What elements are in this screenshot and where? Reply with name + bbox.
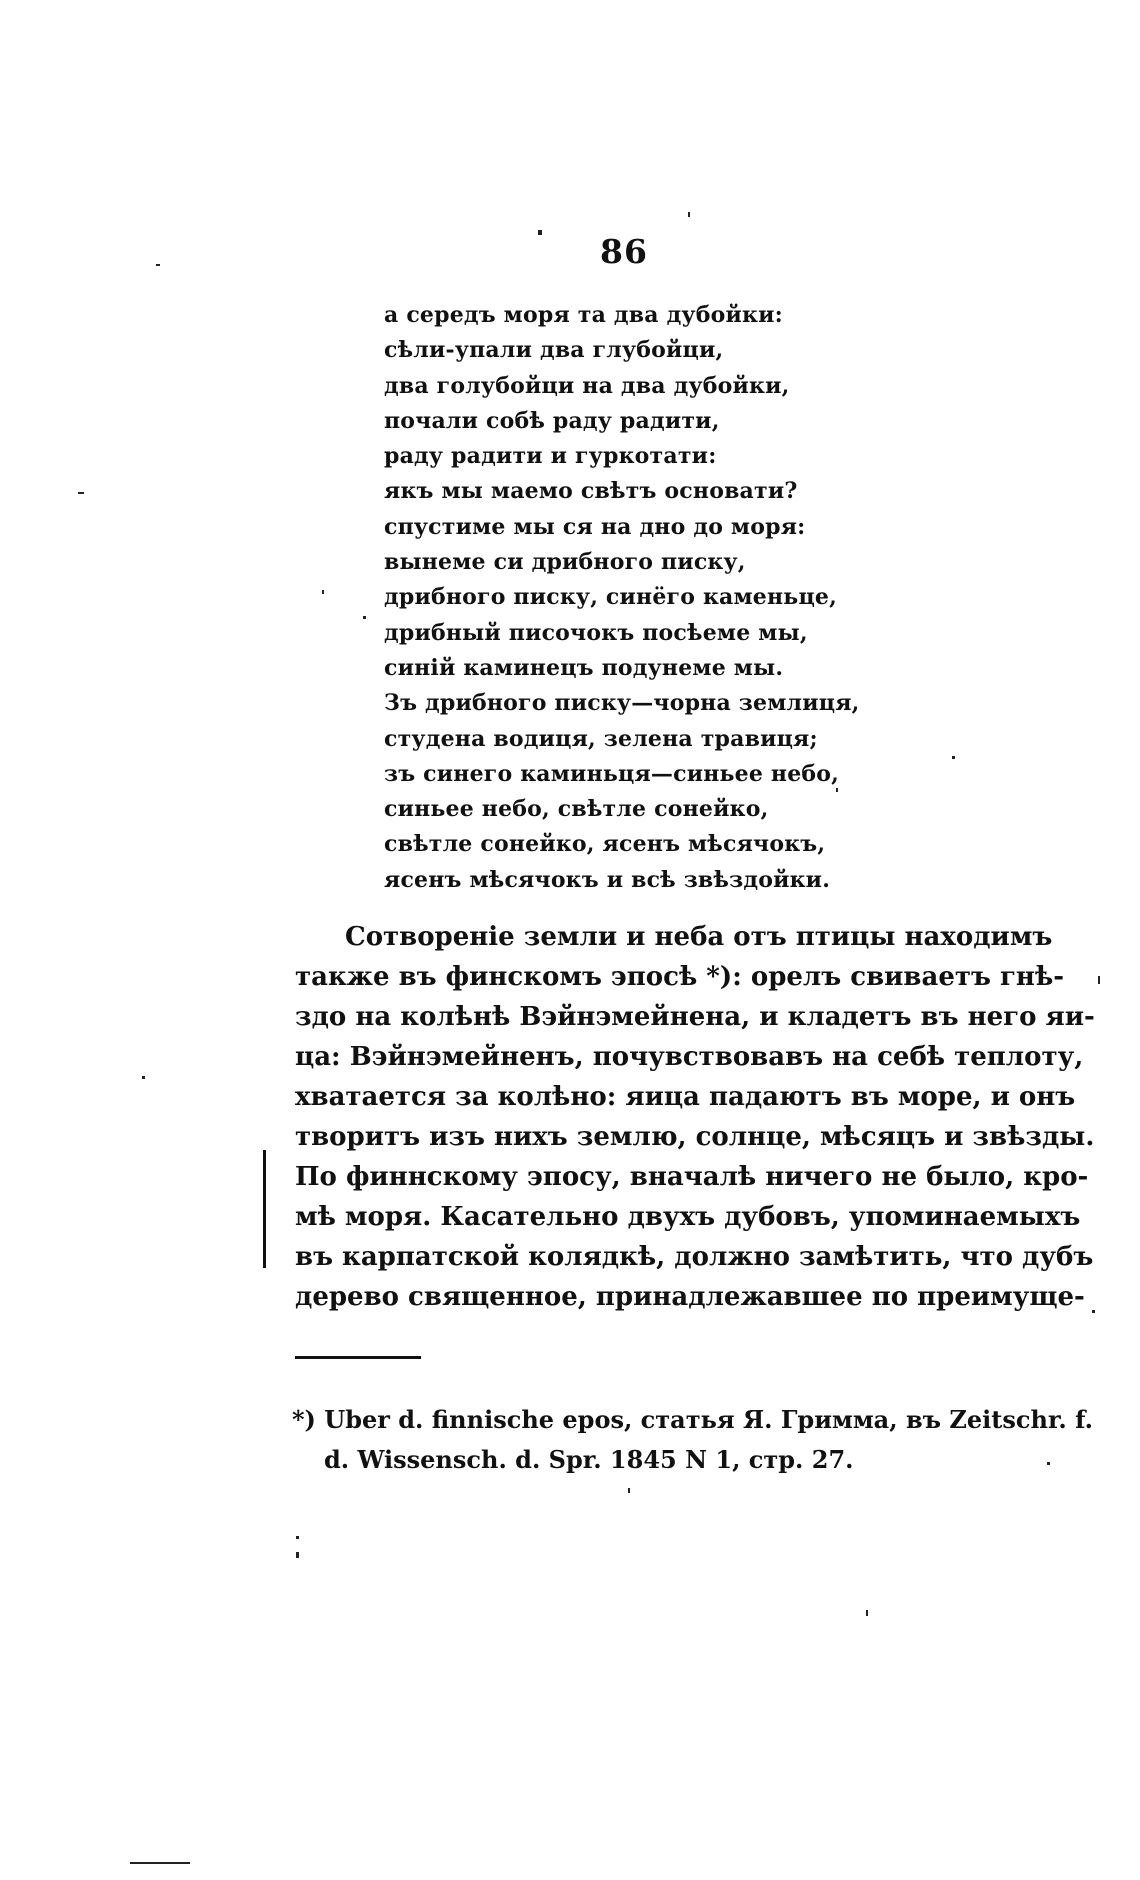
verse-block <box>384 298 884 898</box>
scan-speck <box>1092 1310 1095 1313</box>
scan-speck <box>1098 976 1100 984</box>
verse-line: ясенъ мѣсячокъ и всѣ звѣздойки. <box>384 866 831 893</box>
verse-line: спустиме мы ся на дно до моря: <box>384 513 806 540</box>
scan-speck <box>952 756 955 759</box>
scan-speck <box>156 264 160 266</box>
paragraph-line: Сотвореніе земли и неба отъ птицы находимъ <box>345 922 1053 952</box>
scan-speck <box>296 1552 299 1558</box>
footnote-divider <box>295 1356 421 1359</box>
verse-line: студена водиця, зелена травиця; <box>384 725 818 752</box>
footnote <box>292 1400 1093 1480</box>
verse-line: дрибный писочокъ посѣеме мы, <box>384 619 808 646</box>
paragraph-line: хватается за колѣно: яица падаютъ въ море, и онъ <box>295 1082 1076 1112</box>
paragraph-line: здо на колѣнѣ Вэйнэмейнена, и кладетъ въ него яи- <box>295 1002 1095 1032</box>
verse-line: свѣтле сонейко, ясенъ мѣсячокъ, <box>384 831 826 858</box>
verse-line: раду радити и гуркотати: <box>384 443 717 470</box>
footnote-line: *) Uber d. finnische epos, статья Я. Гримма, въ Zeitschr. f. <box>292 1405 1093 1434</box>
scan-speck <box>130 1862 190 1864</box>
scan-speck <box>296 1536 299 1539</box>
scan-speck <box>78 492 84 494</box>
verse-line: почали собѣ раду радити, <box>384 407 720 434</box>
paragraph-line: дерево священное, принадлежавшее по преимуще- <box>295 1282 1085 1312</box>
scan-speck <box>322 590 324 594</box>
verse-line: зъ синего каминьця—синьее небо, <box>384 760 840 787</box>
scan-speck <box>688 212 690 217</box>
paragraph-line: По финнскому эпосу, вначалѣ ничего не было, кро- <box>295 1162 1089 1192</box>
scan-speck <box>836 788 838 792</box>
paragraph-line: также въ финскомъ эпосѣ *): орелъ свиваетъ гнѣ- <box>295 962 1065 992</box>
verse-line: два голубойци на два дубойки, <box>384 372 790 399</box>
scan-speck <box>142 1076 145 1079</box>
paragraph-line: ца: Вэйнэмейненъ, почувствовавъ на себѣ теплоту, <box>295 1042 1084 1072</box>
margin-pencil-mark <box>263 1150 266 1268</box>
footnote-line: d. Wissensch. d. Spr. 1845 N 1, стр. 27. <box>324 1445 854 1474</box>
verse-line: Зъ дрибного писку—чорна землиця, <box>384 690 860 717</box>
page-number: 86 <box>600 232 648 271</box>
scan-speck <box>363 616 366 619</box>
scan-speck <box>1047 1462 1050 1465</box>
verse-line: синій каминецъ подунеме мы. <box>384 654 784 681</box>
paragraph-line: творитъ изъ нихъ землю, солнце, мѣсяцъ и звѣзды. <box>295 1122 1095 1152</box>
verse-line: сѣли-упали два глубойци, <box>384 337 724 364</box>
scan-speck <box>628 1488 630 1493</box>
body-paragraph <box>295 917 1095 1317</box>
verse-line: синьее небо, свѣтле сонейко, <box>384 796 769 823</box>
verse-line: а середъ моря та два дубойки: <box>384 302 783 328</box>
scan-speck <box>538 230 542 235</box>
verse-line: дрибного писку, синёго каменьце, <box>384 584 837 611</box>
verse-line: вынеме си дрибного писку, <box>384 549 746 576</box>
paragraph-line: въ карпатской колядкѣ, должно замѣтить, что дубъ <box>295 1242 1094 1272</box>
scan-speck <box>866 1610 868 1616</box>
verse-line: якъ мы маемо свѣтъ основати? <box>384 478 798 505</box>
paragraph-line: мѣ моря. Касательно двухъ дубовъ, упоминаемыхъ <box>295 1202 1081 1232</box>
